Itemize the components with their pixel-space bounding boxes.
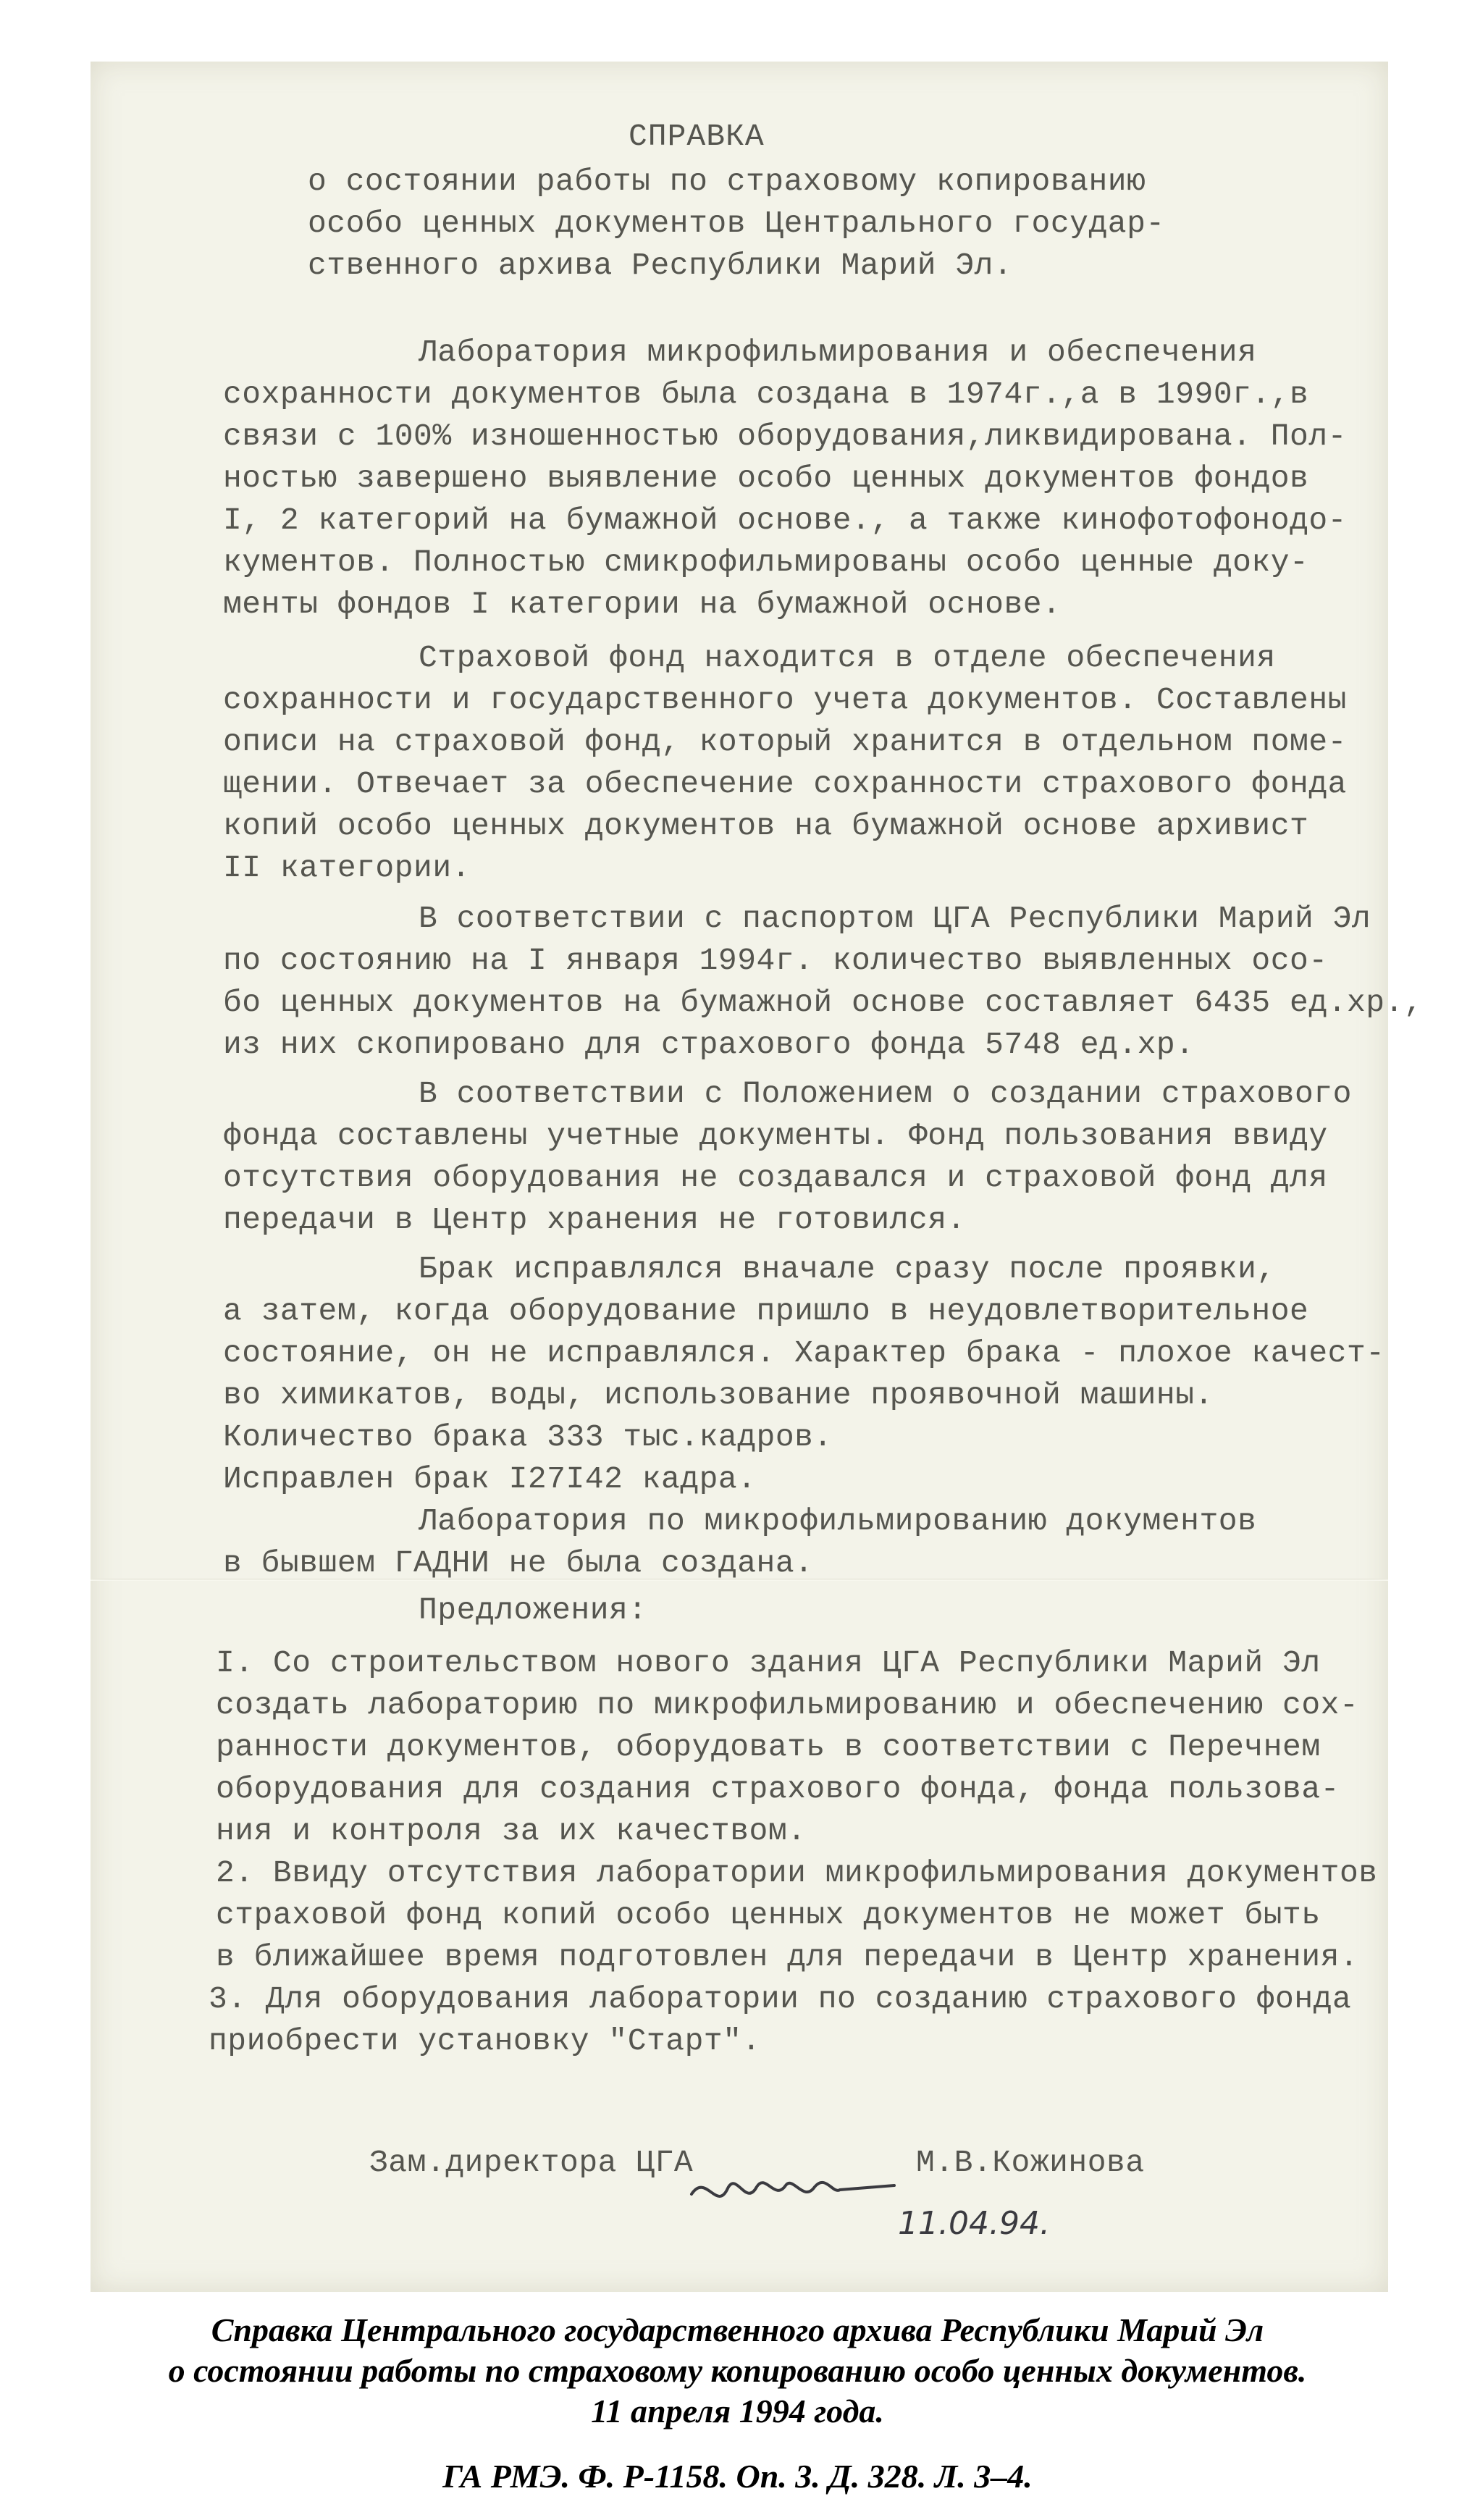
body-line: II категории. (223, 850, 471, 886)
body-line: передачи в Центр хранения не готовился. (223, 1202, 966, 1238)
body-line: ностью завершено выявление особо ценных документов фондов (223, 461, 1309, 496)
archive-reference: ГА РМЭ. Ф. Р-1158. Оп. 3. Д. 328. Л. 3–4. (442, 2458, 1033, 2495)
body-line: Лаборатория микрофильмирования и обеспечения (419, 335, 1257, 370)
proposal-line: создать лабораторию по микрофильмированию и обеспечению сох- (216, 1687, 1359, 1723)
body-line: копий особо ценных документов на бумажной основе архивист (223, 808, 1309, 844)
proposal-line: оборудования для создания страхового фонда, фонда пользова- (216, 1771, 1340, 1807)
proposal-line: в ближайшее время подготовлен для передачи в Центр хранения. (216, 1939, 1359, 1975)
signature-position: Зам.директора ЦГА (369, 2145, 694, 2180)
proposal-line: 3. Для оборудования лаборатории по созданию страхового фонда (209, 1981, 1352, 2017)
body-line: связи с 100% изношенностью оборудования,ликвидирована. Пол- (223, 419, 1347, 454)
body-line: Страховой фонд находится в отделе обеспечения (419, 640, 1276, 676)
body-line: Брак исправлялся вначале сразу после проявки, (419, 1251, 1276, 1287)
body-line: щении. Отвечает за обеспечение сохранности страхового фонда (223, 766, 1347, 802)
handwritten-signature (684, 2143, 902, 2223)
proposals-heading: Предложения: (419, 1592, 647, 1628)
body-line: Количество брака 333 тыс.кадров. (223, 1419, 833, 1455)
body-line: I, 2 категорий на бумажной основе., а также кинофотофонодо- (223, 503, 1347, 538)
body-line: состояние, он не исправлялся. Характер брака - плохое качест- (223, 1335, 1385, 1371)
proposal-line: 2. Ввиду отсутствия лаборатории микрофильмирования документов (216, 1855, 1378, 1891)
body-line: сохранности и государственного учета документов. Составлены (223, 682, 1347, 718)
body-line: В соответствии с паспортом ЦГА Республики Марий Эл (419, 901, 1371, 936)
body-line: кументов. Полностью смикрофильмированы особо ценные доку- (223, 545, 1309, 580)
handwritten-date: 11.04.94. (898, 2205, 1050, 2242)
caption-line: о состоянии работы по страховому копированию особо ценных документов. (168, 2352, 1307, 2389)
body-line: отсутствия оборудования не создавался и страховой фонд для (223, 1160, 1328, 1196)
subtitle-line: особо ценных документов Центрального государ- (308, 206, 1165, 241)
body-line: из них скопировано для страхового фонда 5748 ед.хр. (223, 1027, 1195, 1062)
proposal-line: ранности документов, оборудовать в соответствии с Перечнем (216, 1729, 1321, 1765)
body-line: описи на страховой фонд, который хранится в отдельном поме- (223, 724, 1347, 760)
document-title: СПРАВКА (629, 119, 765, 154)
body-line: во химикатов, воды, использование проявочной машины. (223, 1377, 1214, 1413)
proposal-line: I. Со строительством нового здания ЦГА Республики Марий Эл (216, 1645, 1321, 1681)
subtitle-line: о состоянии работы по страховому копированию (308, 164, 1146, 199)
body-line: Исправлен брак I27I42 кадра. (223, 1461, 757, 1497)
subtitle-line: ственного архива Республики Марий Эл. (308, 248, 1013, 283)
proposal-line: страховой фонд копий особо ценных документов не может быть (216, 1897, 1321, 1933)
body-line: фонда составлены учетные документы. Фонд пользования ввиду (223, 1118, 1328, 1154)
proposal-line: приобрести установку "Старт". (209, 2023, 761, 2059)
body-line: В соответствии с Положением о создании страхового (419, 1076, 1352, 1112)
body-line: а затем, когда оборудование пришло в неудовлетворительное (223, 1293, 1309, 1329)
body-line: сохранности документов была создана в 1974г.,а в 1990г.,в (223, 377, 1309, 412)
proposal-line: ния и контроля за их качеством. (216, 1813, 807, 1849)
body-line: по состоянию на I января 1994г. количество выявленных осо- (223, 943, 1328, 978)
body-line: менты фондов I категории на бумажной основе. (223, 587, 1062, 622)
signature-name: М.В.Кожинова (916, 2145, 1145, 2180)
body-line: в бывшем ГАДНИ не была создана. (223, 1545, 814, 1581)
body-line: бо ценных документов на бумажной основе составляет 6435 ед.хр., (223, 985, 1424, 1020)
caption-line: Справка Центрального государственного архива Республики Марий Эл (211, 2311, 1264, 2348)
caption-line: 11 апреля 1994 года. (591, 2393, 884, 2429)
body-line: Лаборатория по микрофильмированию документов (419, 1503, 1257, 1539)
